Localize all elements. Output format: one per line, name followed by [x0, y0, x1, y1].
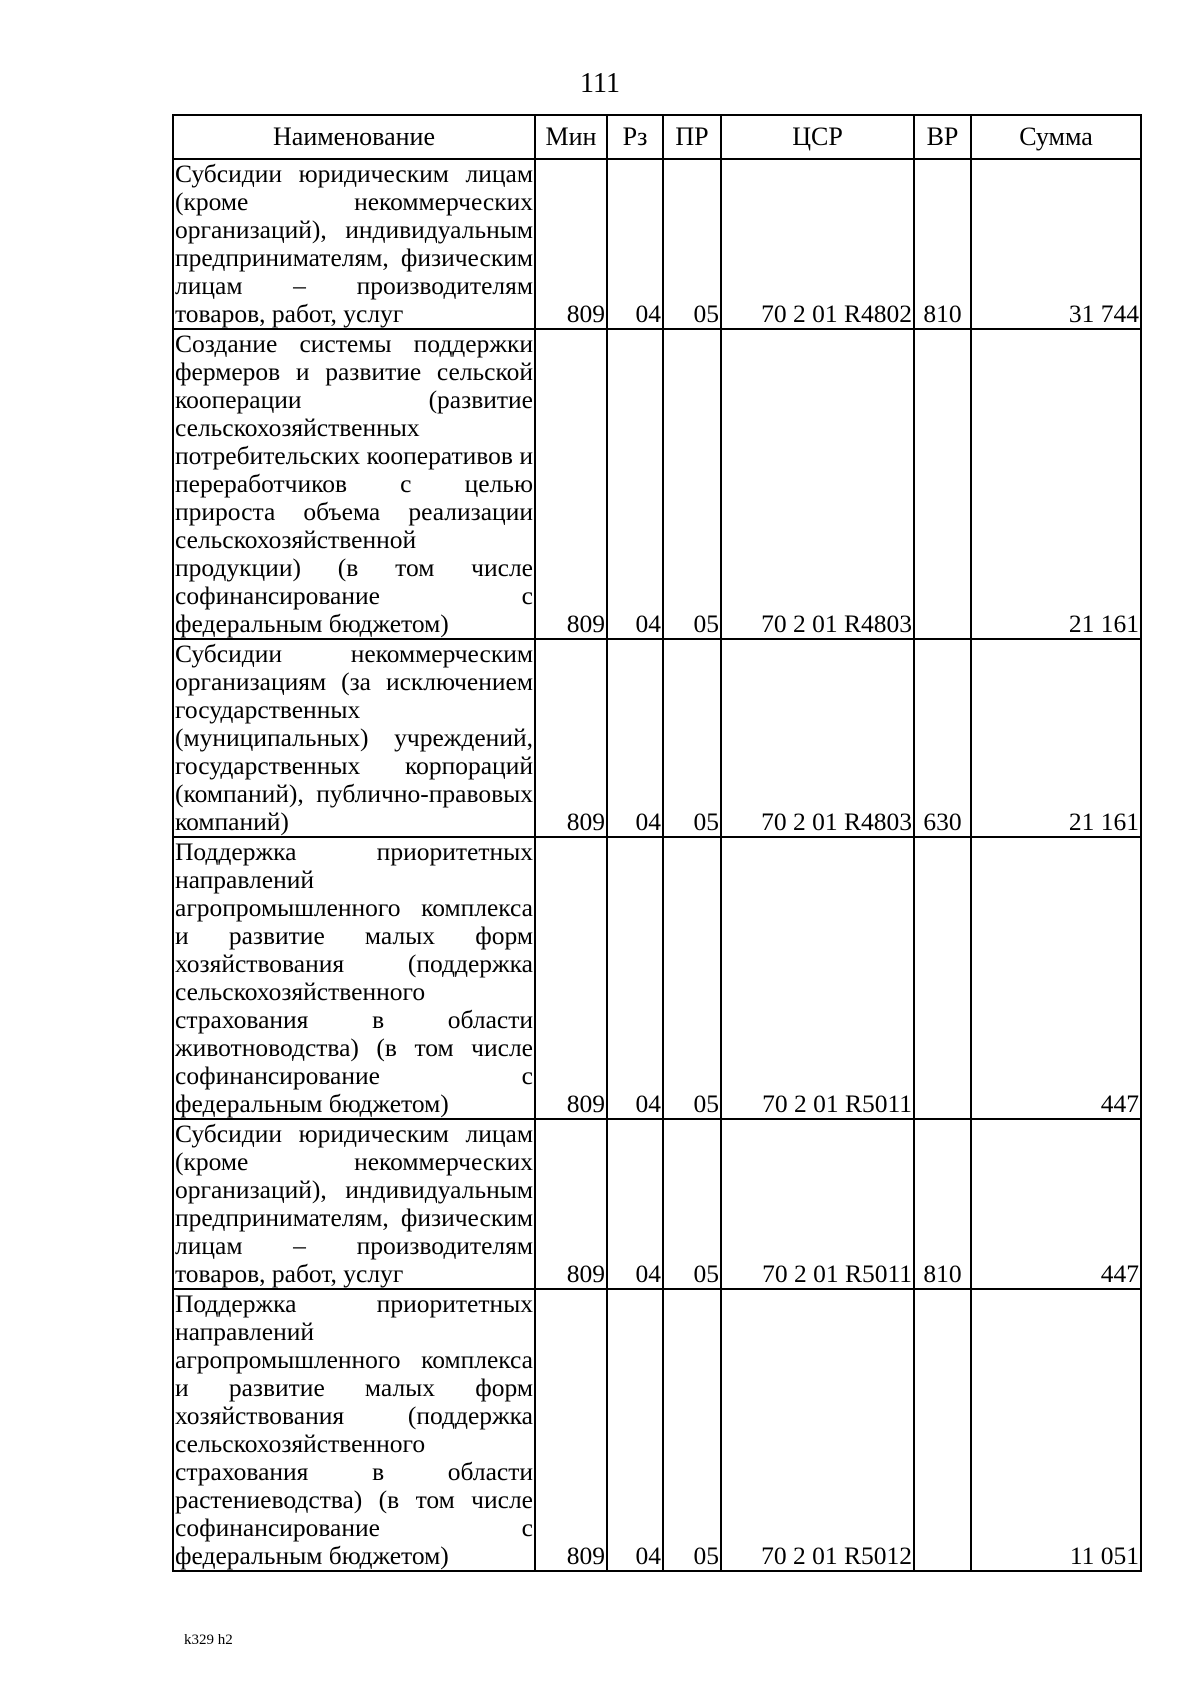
- footer-code: k329 h2: [184, 1632, 233, 1648]
- cell-csr: 70 2 01 R4803: [721, 329, 914, 639]
- cell-csr: 70 2 01 R5011: [721, 837, 914, 1119]
- cell-name: Субсидии некоммерческим организациям (за исключением государственных (муниципальных) учреждений, государственных корпораций (компаний), публично-правовых компаний): [175, 639, 533, 836]
- table-row: [173, 837, 1141, 1119]
- cell-pr: 05: [663, 329, 721, 639]
- table-row: [173, 159, 1141, 329]
- cell-vr: 630: [914, 639, 971, 837]
- cell-vr: [914, 329, 971, 639]
- cell-pr: 05: [663, 1119, 721, 1289]
- cell-pr: 05: [663, 1289, 721, 1571]
- header-sum: Сумма: [971, 115, 1141, 159]
- cell-pr: 05: [663, 837, 721, 1119]
- cell-rz: 04: [607, 159, 663, 329]
- table-row: [173, 1119, 1141, 1289]
- cell-name: Поддержка приоритетных направлений агропромышленного комплекса и развитие малых форм хозяйствования (поддержка сельскохозяйственного страхования в области животноводства) (в том числе софинансирование с федеральным бюджетом): [175, 837, 533, 1118]
- table-row: [173, 639, 1141, 837]
- cell-pr: 05: [663, 159, 721, 329]
- cell-rz: 04: [607, 639, 663, 837]
- header-csr: ЦСР: [721, 115, 914, 159]
- cell-vr: 810: [914, 1119, 971, 1289]
- cell-name: Субсидии юридическим лицам (кроме некоммерческих организаций), индивидуальным предпринимателям, физическим лицам – производителям товаров, работ, услуг: [175, 159, 533, 328]
- cell-sum: 11 051: [971, 1289, 1141, 1571]
- cell-name: Поддержка приоритетных направлений агропромышленного комплекса и развитие малых форм хозяйствования (поддержка сельскохозяйственного страхования в области растениеводства) (в том числе софинансирование с федеральным бюджетом): [175, 1289, 533, 1570]
- cell-rz: 04: [607, 1119, 663, 1289]
- cell-rz: 04: [607, 837, 663, 1119]
- cell-vr: [914, 837, 971, 1119]
- cell-rz: 04: [607, 1289, 663, 1571]
- cell-vr: 810: [914, 159, 971, 329]
- cell-min: 809: [535, 1119, 607, 1289]
- cell-csr: 70 2 01 R4803: [721, 639, 914, 837]
- cell-min: 809: [535, 329, 607, 639]
- page-number: 111: [580, 68, 620, 99]
- cell-rz: 04: [607, 329, 663, 639]
- header-vr: ВР: [914, 115, 971, 159]
- cell-vr: [914, 1289, 971, 1571]
- cell-min: 809: [535, 837, 607, 1119]
- cell-min: 809: [535, 639, 607, 837]
- cell-sum: 447: [971, 837, 1141, 1119]
- cell-min: 809: [535, 159, 607, 329]
- cell-sum: 21 161: [971, 329, 1141, 639]
- budget-table: [172, 114, 1142, 1572]
- header-pr: ПР: [663, 115, 721, 159]
- cell-sum: 447: [971, 1119, 1141, 1289]
- cell-pr: 05: [663, 639, 721, 837]
- table-header-row: [173, 115, 1141, 159]
- cell-sum: 21 161: [971, 639, 1141, 837]
- cell-name: Создание системы поддержки фермеров и развитие сельской кооперации (развитие сельскохозяйственных потребительских кооперативов и переработчиков с целью прироста объема реализации сельскохозяйственной продукции) (в том числе софинансирование с федеральным бюджетом): [175, 329, 533, 638]
- cell-csr: 70 2 01 R5011: [721, 1119, 914, 1289]
- cell-csr: 70 2 01 R4802: [721, 159, 914, 329]
- header-rz: Рз: [607, 115, 663, 159]
- cell-name: Субсидии юридическим лицам (кроме некоммерческих организаций), индивидуальным предпринимателям, физическим лицам – производителям товаров, работ, услуг: [175, 1119, 533, 1288]
- cell-csr: 70 2 01 R5012: [721, 1289, 914, 1571]
- cell-min: 809: [535, 1289, 607, 1571]
- header-min: Мин: [535, 115, 607, 159]
- header-name: Наименование: [173, 115, 535, 159]
- cell-sum: 31 744: [971, 159, 1141, 329]
- table-row: [173, 1289, 1141, 1571]
- table-row: [173, 329, 1141, 639]
